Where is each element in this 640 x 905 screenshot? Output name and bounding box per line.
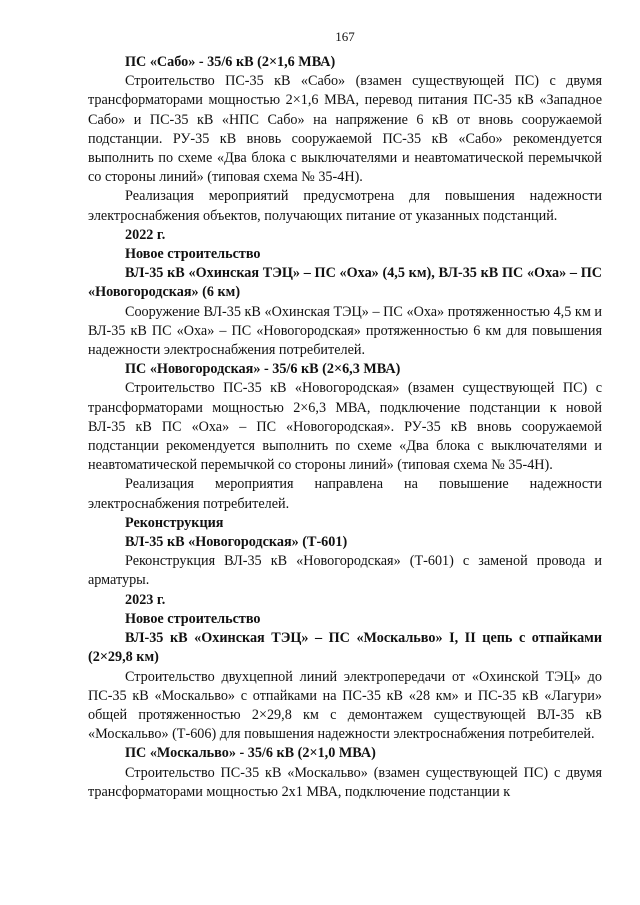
paragraph: Строительство ПС-35 кВ «Сабо» (взамен существующей ПС) с двумя трансформаторами мощностью 2×1,6 МВА, перевод питания ПС-35 кВ «Западное Сабо» и ПС-35 кВ «НПС Сабо» на напряжение 6 кВ от вновь сооружаемой подстанции. РУ-35 кВ вновь сооружаемой ПС-35 кВ «Сабо» рекомендуется выполнить по схеме «Два блока с выключателями и неавтоматической перемычкой со стороны линий» (типовая схема № 35-4Н). [88, 73, 602, 186]
paragraph: Строительство двухцепной линий электропередачи от «Охинской ТЭЦ» до ПС-35 кВ «Москальво» с отпайками на ПС-35 кВ «28 км» и ПС-35 кВ «Лагури» общей протяженностью 2×29,8 км с демонтажем существующей ВЛ-35 кВ «Москальво» (Т-606) для повышения надежности электроснабжения потребителей. [88, 668, 602, 743]
paragraph: Реализация мероприятий предусмотрена для повышения надежности электроснабжения объектов, получающих питание от указанных подстанций. [88, 188, 602, 224]
section-heading-reconstruction: Реконструкция [125, 514, 224, 531]
section-heading-new-construction: Новое строительство [125, 246, 261, 263]
paragraph: Строительство ПС-35 кВ «Москальво» (взамен существующей ПС) с двумя трансформаторами мощностью 2х1 МВА, подключение подстанции к [88, 764, 602, 800]
heading-ps-sabo: ПС «Сабо» - 35/6 кВ (2×1,6 МВА) [125, 54, 336, 70]
section-heading-new-construction-2023: Новое строительство [125, 610, 261, 627]
heading-vl-novogorodskaya: ВЛ-35 кВ «Новогородская» (Т-601) [125, 534, 348, 551]
paragraph: Реализация мероприятия направлена на повышение надежности электроснабжения потребителей. [88, 476, 602, 512]
year-heading-2023: 2023 г. [125, 591, 166, 608]
paragraph: Строительство ПС-35 кВ «Новогородская» (взамен существующей ПС) с трансформаторами мощностью 2×6,3 МВА, подключение подстанции к новой ВЛ-35 кВ ПС «Оха» – ПС «Новогородская». РУ-35 кВ вновь сооружаемой подстанции рекомендуется выполнить по схеме «Два блока с выключателями и неавтоматической перемычкой со стороны линий» (типовая схема № 35-4Н). [88, 380, 602, 474]
heading-ps-moskalvo: ПС «Москальво» - 35/6 кВ (2×1,0 МВА) [125, 745, 376, 762]
heading-vl-okhinskaya-okha: ВЛ-35 кВ «Охинская ТЭЦ» – ПС «Оха» (4,5 км), ВЛ-35 кВ ПС «Оха» – ПС «Новогородская» (6 км) [88, 265, 602, 301]
year-heading-2022: 2022 г. [125, 226, 166, 243]
heading-ps-novogorodskaya: ПС «Новогородская» - 35/6 кВ (2×6,3 МВА) [125, 361, 401, 378]
paragraph: Сооружение ВЛ-35 кВ «Охинская ТЭЦ» – ПС «Оха» протяженностью 4,5 км и ВЛ-35 кВ ПС «Оха» – ПС «Новогородская» протяженностью 6 км для повышения надежности электроснабжения потребителей. [88, 303, 602, 359]
page-number: 167 [335, 29, 355, 44]
heading-vl-okhinskaya-moskalvo: ВЛ-35 кВ «Охинская ТЭЦ» – ПС «Москальво» I, II цепь с отпайками (2×29,8 км) [88, 630, 602, 666]
paragraph: Реконструкция ВЛ-35 кВ «Новогородская» (Т-601) с заменой провода и арматуры. [88, 553, 602, 589]
